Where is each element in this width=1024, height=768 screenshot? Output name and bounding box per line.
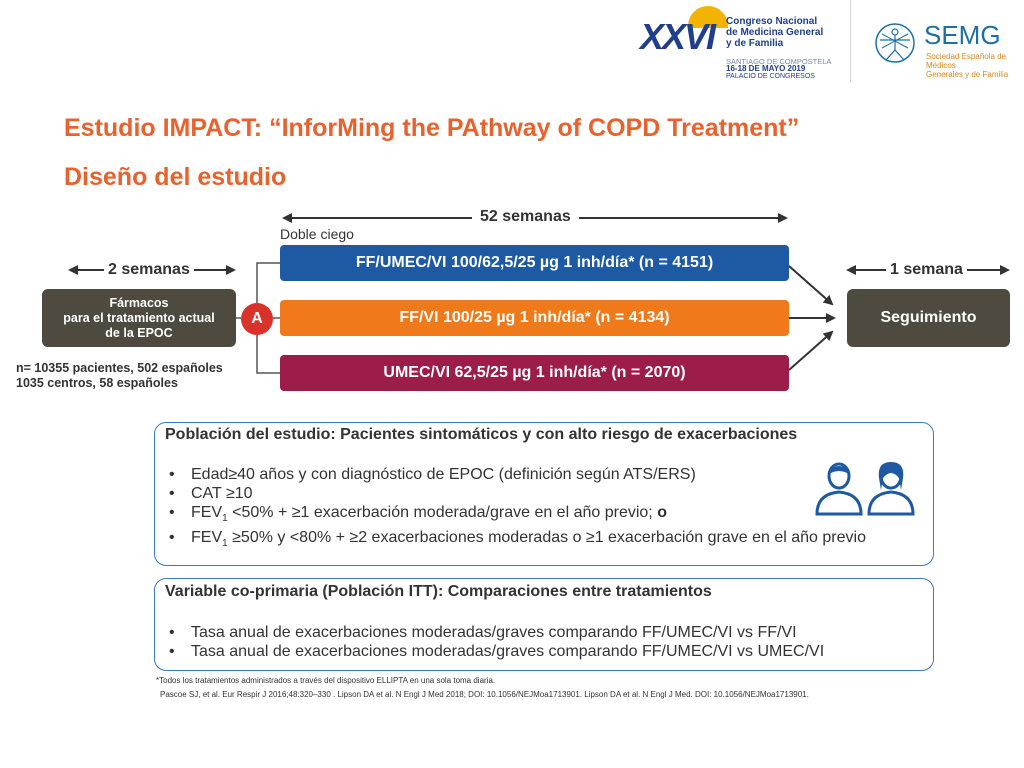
current-treatment-box: Fármacos para el tratamiento actual de la EPOC xyxy=(42,289,236,347)
list-item: • Tasa anual de exacerbaciones moderadas/graves comparando FF/UMEC/VI vs FF/VI xyxy=(169,624,797,641)
follow-up-box: Seguimiento xyxy=(847,289,1010,347)
list-item: • Tasa anual de exacerbaciones moderadas/graves comparando FF/UMEC/VI vs UMEC/VI xyxy=(169,643,825,660)
endpoint-list xyxy=(165,623,824,661)
footnote-references: Pascoe SJ, et al. Eur Respir J 2016;48:320–330 . Lipson DA et al. N Engl J Med 2018; DOI: 10.1056/NEJMoa1713901. Lipson DA et al. N Engl J Med. DOI: 10.1056/NEJMoa1713901. xyxy=(160,690,809,699)
timeline-1-week-label: 1 semana xyxy=(886,261,967,279)
population-heading: Población del estudio: Pacientes sintomáticos y con alto riesgo de exacerbaciones xyxy=(165,426,798,443)
semg-subtitle: Sociedad Española de Médicos Generales y de Familia xyxy=(926,52,1009,79)
list-item: • CAT ≥10 xyxy=(169,485,253,502)
page-subtitle: Diseño del estudio xyxy=(64,163,287,191)
double-blind-label: Doble ciego xyxy=(280,226,354,242)
congress-dates: 16-18 DE MAYO 2019 xyxy=(726,64,806,73)
list-item: • $FEV_1 \ge 50\%$ y <80% + ≥2 exacerbaciones moderadas o ≥1 exacerbación grave en el año previo xyxy=(169,529,866,550)
congress-venue: PALACIO DE CONGRESOS xyxy=(726,73,815,80)
timeline-2-weeks-label: 2 semanas xyxy=(104,261,194,279)
randomization-circle: A xyxy=(241,303,273,335)
people-icon xyxy=(813,460,917,516)
congress-name: Congreso Nacional de Medicina General y de Familia xyxy=(726,16,824,49)
semg-name: SEMG xyxy=(924,20,1001,50)
arm-ff-umec-vi: FF/UMEC/VI 100/62,5/25 µg 1 inh/día* (n = 4151) xyxy=(280,245,789,281)
congress-roman-numeral: XXVI xyxy=(640,16,715,57)
footnote-devices: *Todos los tratamientos administrados a través del dispositivo ELLIPTA en una sola toma diaria. xyxy=(156,676,496,685)
endpoint-panel xyxy=(154,578,934,671)
arm-ff-vi: FF/VI 100/25 µg 1 inh/día* (n = 4134) xyxy=(280,300,789,336)
enrollment-text: n= 10355 pacientes, 502 españoles 1035 centros, 58 españoles xyxy=(16,361,223,390)
congress-city: SANTIAGO DE COMPOSTELA xyxy=(726,57,832,66)
bracket-upper xyxy=(257,263,280,303)
bracket-lower xyxy=(257,335,280,373)
arm3-to-followup-arrow xyxy=(789,332,832,370)
population-list xyxy=(165,465,911,553)
endpoint-heading: Variable co-primaria (Población ITT): Comparaciones entre tratamientos xyxy=(165,583,712,600)
arm-umec-vi: UMEC/VI 62,5/25 µg 1 inh/día* (n = 2070) xyxy=(280,355,789,391)
arm1-to-followup-arrow xyxy=(789,266,832,304)
timeline-52-weeks-label: 52 semanas xyxy=(472,208,579,226)
list-item: • Edad≥40 años y con diagnóstico de EPOC (definición según ATS/ERS) xyxy=(169,466,696,483)
page-title: Estudio IMPACT: “InforMing the PAthway of COPD Treatment” xyxy=(64,114,800,142)
list-item: • $FEV_1 <50\% + \ge 1$ exacerbación moderada/grave en el año previo; o xyxy=(169,504,667,525)
